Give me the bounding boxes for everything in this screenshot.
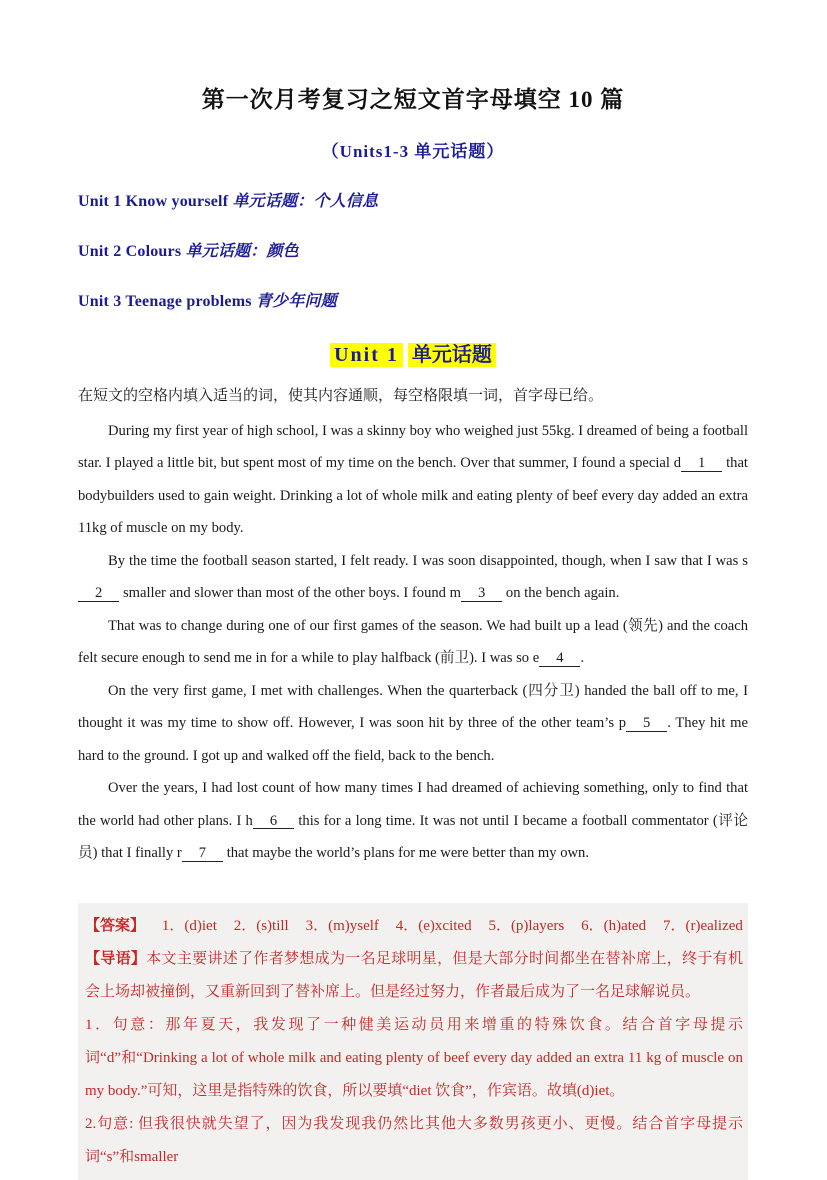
page-subtitle: （Units1-3 单元话题） bbox=[321, 141, 505, 161]
unit-topic-list bbox=[78, 188, 748, 311]
unit-topic-line bbox=[78, 288, 748, 311]
section-heading-unit: Unit 1 bbox=[330, 343, 403, 367]
passage bbox=[78, 415, 748, 870]
answer-item: 2．(s)till bbox=[233, 917, 289, 934]
unit-topic-en: Unit 2 Colours bbox=[78, 242, 186, 260]
page-title: 第一次月考复习之短文首字母填空 10 篇 bbox=[201, 87, 625, 112]
passage-paragraph: Over the years, I had lost count of how many times I had dreamed of achieving something, only to find that the world had other plans. I h 6 this for a long time. It was not until I became a football commentator (评论员) that I finally r 7 that maybe the world’s plans for me were better than my own. bbox=[78, 780, 749, 862]
section-heading-topic: 单元话题 bbox=[408, 343, 496, 367]
answer-key-label: 【答案】 bbox=[85, 917, 146, 934]
unit-topic-zh: 青少年问题 bbox=[255, 290, 337, 310]
answer-item: 1．(d)iet bbox=[161, 917, 217, 934]
answer-item: 7．(r)ealized bbox=[662, 917, 743, 934]
passage-paragraph: That was to change during one of our first games of the season. We had built up a lead (领先) and the coach felt secure enough to send me in for a while to play halfback (前卫). I was so e 4 . bbox=[78, 617, 748, 667]
passage-paragraph: During my first year of high school, I was a skinny boy who weighed just 55kg. I dreamed of being a football star. I played a little bit, but spent most of my time on the bench. Over that summer, I found a special d 1 that bodybuilders used to gain weight. Drinking a lot of whole milk and eating plenty of beef every day added an extra 11kg of muscle on my body. bbox=[78, 422, 748, 537]
fill-blank: 7 bbox=[182, 846, 223, 862]
answer-item: 6．(h)ated bbox=[581, 917, 647, 934]
unit-topic-en: Unit 1 Know yourself bbox=[78, 192, 233, 210]
answer-key-line bbox=[85, 910, 743, 943]
answer-block bbox=[78, 903, 748, 1180]
fill-blank: 4 bbox=[539, 651, 580, 667]
explanation-list bbox=[85, 1009, 743, 1174]
intro-text: 本文主要讲述了作者梦想成为一名足球明星，但是大部分时间都坐在替补席上，终于有机会上场却被撞倒，又重新回到了替补席上。但是经过努力，作者最后成为了一名足球解说员。 bbox=[85, 950, 743, 1000]
fill-blank: 1 bbox=[681, 456, 722, 472]
fill-blank: 5 bbox=[626, 716, 667, 732]
answer-item: 3．(m)yself bbox=[305, 917, 379, 934]
passage-paragraph: On the very first game, I met with challenges. When the quarterback (四分卫) handed the ball off to me, I thought it was my time to show off. However, I was soon hit by three of the other team’s p 5 . They hit me hard to the ground. I got up and walked off the field, back to the bench. bbox=[78, 682, 748, 764]
unit-topic-zh: 单元话题：个人信息 bbox=[232, 190, 379, 210]
unit-topic-line bbox=[78, 188, 748, 211]
explanation-paragraph: 1．句意：那年夏天，我发现了一种健美运动员用来增重的特殊饮食。结合首字母提示词“d”和“Drinking a lot of whole milk and eating plenty of beef every day added an extra 11 kg of muscle on my body.”可知，这里是指特殊的饮食，所以要填“diet 饮食”，作宾语。故填(d)iet。 bbox=[85, 1016, 743, 1099]
intro-line bbox=[85, 943, 743, 1009]
intro-label: 【导语】 bbox=[85, 950, 147, 967]
instruction-text: 在短文的空格内填入适当的词，使其内容通顺，每空格限填一词，首字母已给。 bbox=[78, 387, 604, 404]
fill-blank: 3 bbox=[461, 586, 502, 602]
passage-paragraph: By the time the football season started, I felt ready. I was soon disappointed, though, when I saw that I was s2 smaller and slower than most of the other boys. I found m 3 on the bench again. bbox=[78, 545, 748, 610]
fill-blank: 6 bbox=[253, 814, 294, 830]
explanation-paragraph: 2.句意: 但我很快就失望了，因为我发现我仍然比其他大多数男孩更小、更慢。结合首字母提示词“s”和smaller bbox=[85, 1115, 743, 1165]
unit-topic-en: Unit 3 Teenage problems bbox=[78, 292, 256, 310]
unit-topic-zh: 单元话题：颜色 bbox=[185, 240, 299, 260]
fill-blank: 2 bbox=[78, 586, 119, 602]
unit-topic-line bbox=[78, 238, 748, 261]
answer-item: 4．(e)xcited bbox=[395, 917, 472, 934]
section-heading bbox=[78, 338, 748, 367]
answer-item: 5．(p)layers bbox=[488, 917, 565, 934]
